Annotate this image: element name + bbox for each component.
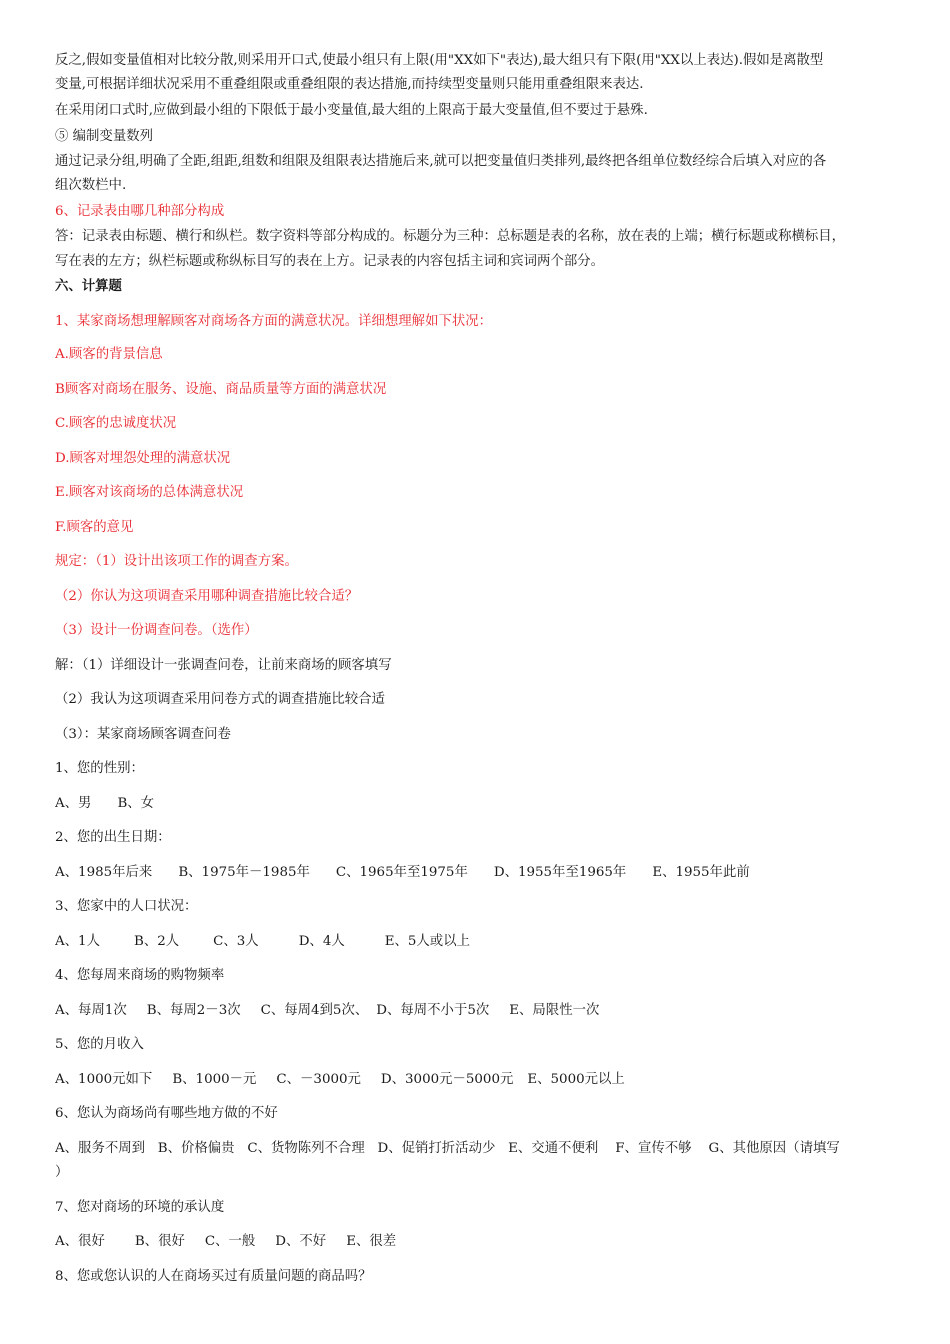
option: C、一般 bbox=[204, 1234, 256, 1249]
option: A、很好 bbox=[55, 1234, 105, 1249]
answer-line: 答：记录表由标题、横行和纵栏。数字资料等部分构成的。标题分为三种：总标题是表的名称，放在表的上端；横行标题或称横标目， bbox=[55, 229, 846, 244]
requirement-line: （2）你认为这项调查采用哪种调查措施比较合适？ bbox=[55, 589, 359, 604]
survey-question: 6、您认为商场尚有哪些地方做的不好 bbox=[55, 1106, 278, 1121]
option: E、5人或以上 bbox=[384, 934, 470, 949]
survey-options bbox=[55, 862, 900, 884]
problem-item: B顾客对商场在服务、设施、商品质量等方面的满意状况 bbox=[55, 382, 387, 397]
option: E、5000元以上 bbox=[527, 1072, 625, 1087]
option: C、－3000元 bbox=[276, 1072, 361, 1087]
survey-question: 3、您家中的人口状况： bbox=[55, 899, 198, 914]
option: D、4人 bbox=[298, 934, 345, 949]
solution-line: 解：（1）详细设计一张调查问卷，让前来商场的顾客填写 bbox=[55, 658, 392, 673]
option: B、每周2－3次 bbox=[146, 1003, 241, 1018]
question-heading: 6、记录表由哪几种部分构成 bbox=[55, 204, 225, 219]
option: B、女 bbox=[117, 796, 155, 811]
survey-options bbox=[55, 793, 900, 815]
problem-item: D.顾客对埋怨处理的满意状况 bbox=[55, 451, 231, 466]
option: D、每周不小于5次 bbox=[376, 1003, 490, 1018]
survey-question: 7、您对商场的环境的承认度 bbox=[55, 1200, 225, 1215]
option: E、1955年此前 bbox=[652, 865, 750, 880]
option: D、1955年至1965年 bbox=[493, 865, 627, 880]
subheading: ⑤ 编制变量数列 bbox=[55, 129, 153, 144]
survey-question: 8、您或您认识的人在商场买过有质量问题的商品吗？ bbox=[55, 1269, 372, 1284]
problem-item: A.顾客的背景信息 bbox=[55, 347, 163, 362]
problem-item: E.顾客对该商场的总体满意状况 bbox=[55, 485, 244, 500]
option: D、不好 bbox=[275, 1234, 327, 1249]
survey-question: 1、您的性别： bbox=[55, 761, 144, 776]
solution-line: （2）我认为这项调查采用问卷方式的调查措施比较合适 bbox=[55, 692, 385, 707]
requirement-line: 规定：（1）设计出该项工作的调查方案。 bbox=[55, 554, 298, 569]
survey-question: 5、您的月收入 bbox=[55, 1037, 144, 1052]
option: A、每周1次 bbox=[55, 1003, 127, 1018]
option: A、男 bbox=[55, 796, 92, 811]
option: A、1人 bbox=[55, 934, 100, 949]
option: B、1000－元 bbox=[172, 1072, 257, 1087]
section-heading: 六、计算题 bbox=[55, 279, 122, 294]
survey-options bbox=[55, 931, 900, 953]
solution-line: （3）：某家商场顾客调查问卷 bbox=[55, 727, 231, 742]
problem-title: 1、某家商场想理解顾客对商场各方面的满意状况。详细想理解如下状况： bbox=[55, 314, 493, 329]
survey-options bbox=[55, 1069, 900, 1091]
paragraph-line: 通过记录分组,明确了全距,组距,组数和组限及组限表达措施后来,就可以把变量值归类排列,最终把各组单位数经综合后填入对应的各 bbox=[55, 154, 827, 169]
survey-question: 2、您的出生日期： bbox=[55, 830, 171, 845]
survey-options bbox=[55, 1231, 900, 1253]
paragraph-line: 变量,可根据详细状况采用不重叠组限或重叠组限的表达措施,而持续型变量则只能用重叠组限来表达. bbox=[55, 77, 644, 92]
option: B、1975年－1985年 bbox=[178, 865, 310, 880]
paragraph-line: 反之,假如变量值相对比较分散,则采用开口式,使最小组只有上限(用"XX如下"表达),最大组只有下限(用"XX以上表达).假如是离散型 bbox=[55, 53, 824, 68]
survey-options bbox=[55, 1000, 900, 1022]
option: D、3000元－5000元 bbox=[380, 1072, 514, 1087]
option: A、1985年后来 bbox=[55, 865, 153, 880]
option: E、很差 bbox=[346, 1234, 397, 1249]
option: B、2人 bbox=[133, 934, 180, 949]
option: E、局限性一次 bbox=[509, 1003, 600, 1018]
option: B、很好 bbox=[134, 1234, 185, 1249]
problem-item: F.顾客的意见 bbox=[55, 520, 134, 535]
problem-item: C.顾客的忠诚度状况 bbox=[55, 416, 177, 431]
option: C、1965年至1975年 bbox=[335, 865, 468, 880]
requirement-line: （3）设计一份调查问卷。（选作） bbox=[55, 623, 258, 638]
paragraph-line: 在采用闭口式时,应做到最小组的下限低于最小变量值,最大组的上限高于最大变量值,但不要过于悬殊. bbox=[55, 103, 648, 118]
paragraph-line: 组次数栏中. bbox=[55, 178, 127, 193]
survey-question: 4、您每周来商场的购物频率 bbox=[55, 968, 225, 983]
option: C、3人 bbox=[213, 934, 259, 949]
survey-options: A、服务不周到 B、价格偏贵 C、货物陈列不合理 D、促销打折活动少 E、交通不便利 F、宣传不够 G、其他原因（请填写 bbox=[55, 1141, 840, 1156]
survey-options: ） bbox=[55, 1165, 69, 1180]
option: C、每周4到5次、 bbox=[260, 1003, 369, 1018]
answer-line: 写在表的左方；纵栏标题或称纵标目写的表在上方。记录表的内容包括主词和宾词两个部分。 bbox=[55, 254, 605, 269]
option: A、1000元如下 bbox=[55, 1072, 153, 1087]
